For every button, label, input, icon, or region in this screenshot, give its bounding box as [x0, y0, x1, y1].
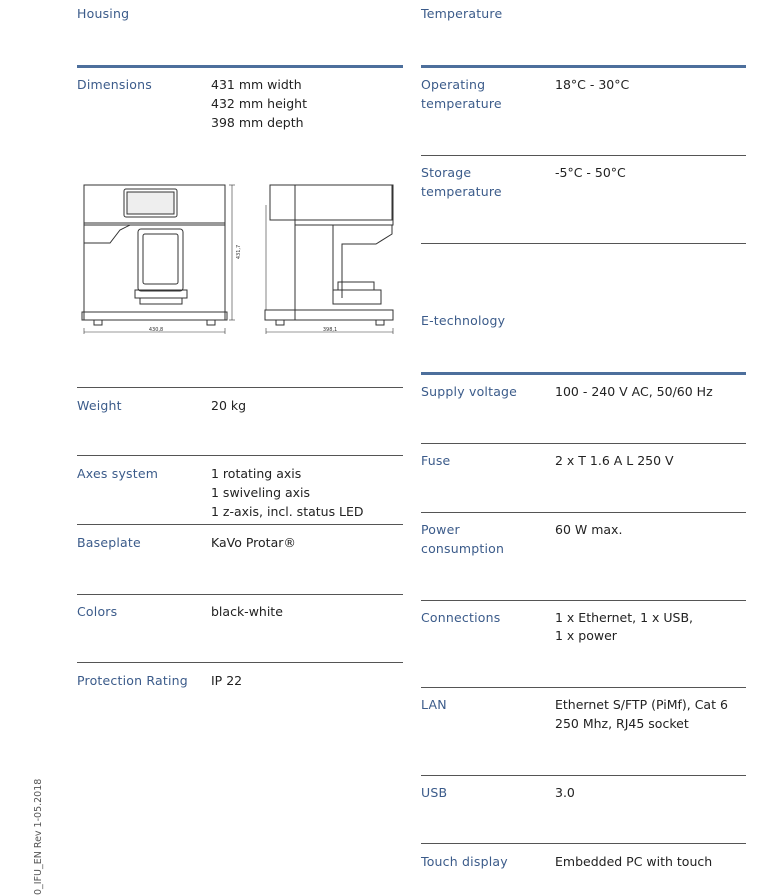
touch-label: Touch display — [421, 854, 508, 869]
etech-heading: E-technology — [421, 313, 506, 328]
axes-label: Axes system — [77, 466, 159, 481]
operating-value: 18°C - 30°C — [555, 77, 630, 92]
weight-divider — [77, 387, 403, 388]
side-depth-dimension: 398,1 — [322, 327, 338, 333]
usb-value: 3.0 — [555, 785, 575, 800]
temperature-divider — [421, 65, 746, 68]
lan-divider — [421, 687, 746, 688]
side-view-top — [270, 185, 392, 220]
power-divider — [421, 512, 746, 513]
storage-divider — [421, 155, 746, 156]
storage-label-line1: Storage — [421, 165, 472, 180]
weight-label: Weight — [77, 398, 122, 413]
dimensions-width: 431 mm width — [211, 77, 302, 92]
colors-divider — [77, 594, 403, 595]
height-dimension: 431,7 — [236, 244, 242, 260]
side-view-plate — [333, 290, 381, 304]
power-label-line1: Power — [421, 522, 460, 537]
protection-label: Protection Rating — [77, 673, 188, 688]
operating-label-line2: temperature — [421, 96, 502, 111]
front-width-dimension: 430,8 — [148, 327, 164, 333]
axes-rotating: 1 rotating axis — [211, 466, 302, 481]
protection-divider — [77, 662, 403, 663]
axes-divider — [77, 455, 403, 456]
etech-divider — [421, 372, 746, 375]
baseplate-label: Baseplate — [77, 535, 141, 550]
supply-value: 100 - 240 V AC, 50/60 Hz — [555, 384, 713, 399]
connections-line1: 1 x Ethernet, 1 x USB, — [555, 610, 694, 625]
axes-z: 1 z-axis, incl. status LED — [211, 504, 364, 519]
dimensions-height: 432 mm height — [211, 96, 308, 111]
colors-label: Colors — [77, 604, 118, 619]
touch-divider — [421, 843, 746, 844]
connections-label: Connections — [421, 610, 501, 625]
colors-value: black-white — [211, 604, 283, 619]
axes-swiveling: 1 swiveling axis — [211, 485, 311, 500]
lan-line2: 250 Mhz, RJ45 socket — [555, 716, 689, 731]
storage-value: -5°C - 50°C — [555, 165, 626, 180]
touch-value: Embedded PC with touch — [555, 854, 713, 869]
dimensions-depth: 398 mm depth — [211, 115, 304, 130]
fuse-divider — [421, 443, 746, 444]
temperature-heading: Temperature — [421, 6, 503, 21]
weight-value: 20 kg — [211, 398, 247, 413]
supply-label: Supply voltage — [421, 384, 518, 399]
lan-label: LAN — [421, 697, 447, 712]
storage-label-line2: temperature — [421, 184, 502, 199]
protection-value: IP 22 — [211, 673, 243, 688]
usb-label: USB — [421, 785, 448, 800]
fuse-label: Fuse — [421, 453, 451, 468]
power-value: 60 W max. — [555, 522, 623, 537]
device-drawing — [80, 180, 400, 342]
dimensions-label: Dimensions — [77, 77, 152, 92]
lan-line1: Ethernet S/FTP (PiMf), Cat 6 — [555, 697, 728, 712]
connections-line2: 1 x power — [555, 628, 617, 643]
front-view-holder — [138, 229, 183, 291]
baseplate-divider — [77, 524, 403, 525]
housing-divider — [77, 65, 403, 68]
operating-label-line1: Operating — [421, 77, 486, 92]
usb-divider — [421, 775, 746, 776]
baseplate-value: KaVo Protar® — [211, 535, 296, 550]
connections-divider — [421, 600, 746, 601]
temperature-end-divider — [421, 243, 746, 244]
power-label-line2: consumption — [421, 541, 505, 556]
housing-heading: Housing — [77, 6, 130, 21]
document-footer: 0_IFU_EN Rev 1-05.2018 — [33, 778, 44, 895]
fuse-value: 2 x T 1.6 A L 250 V — [555, 453, 674, 468]
